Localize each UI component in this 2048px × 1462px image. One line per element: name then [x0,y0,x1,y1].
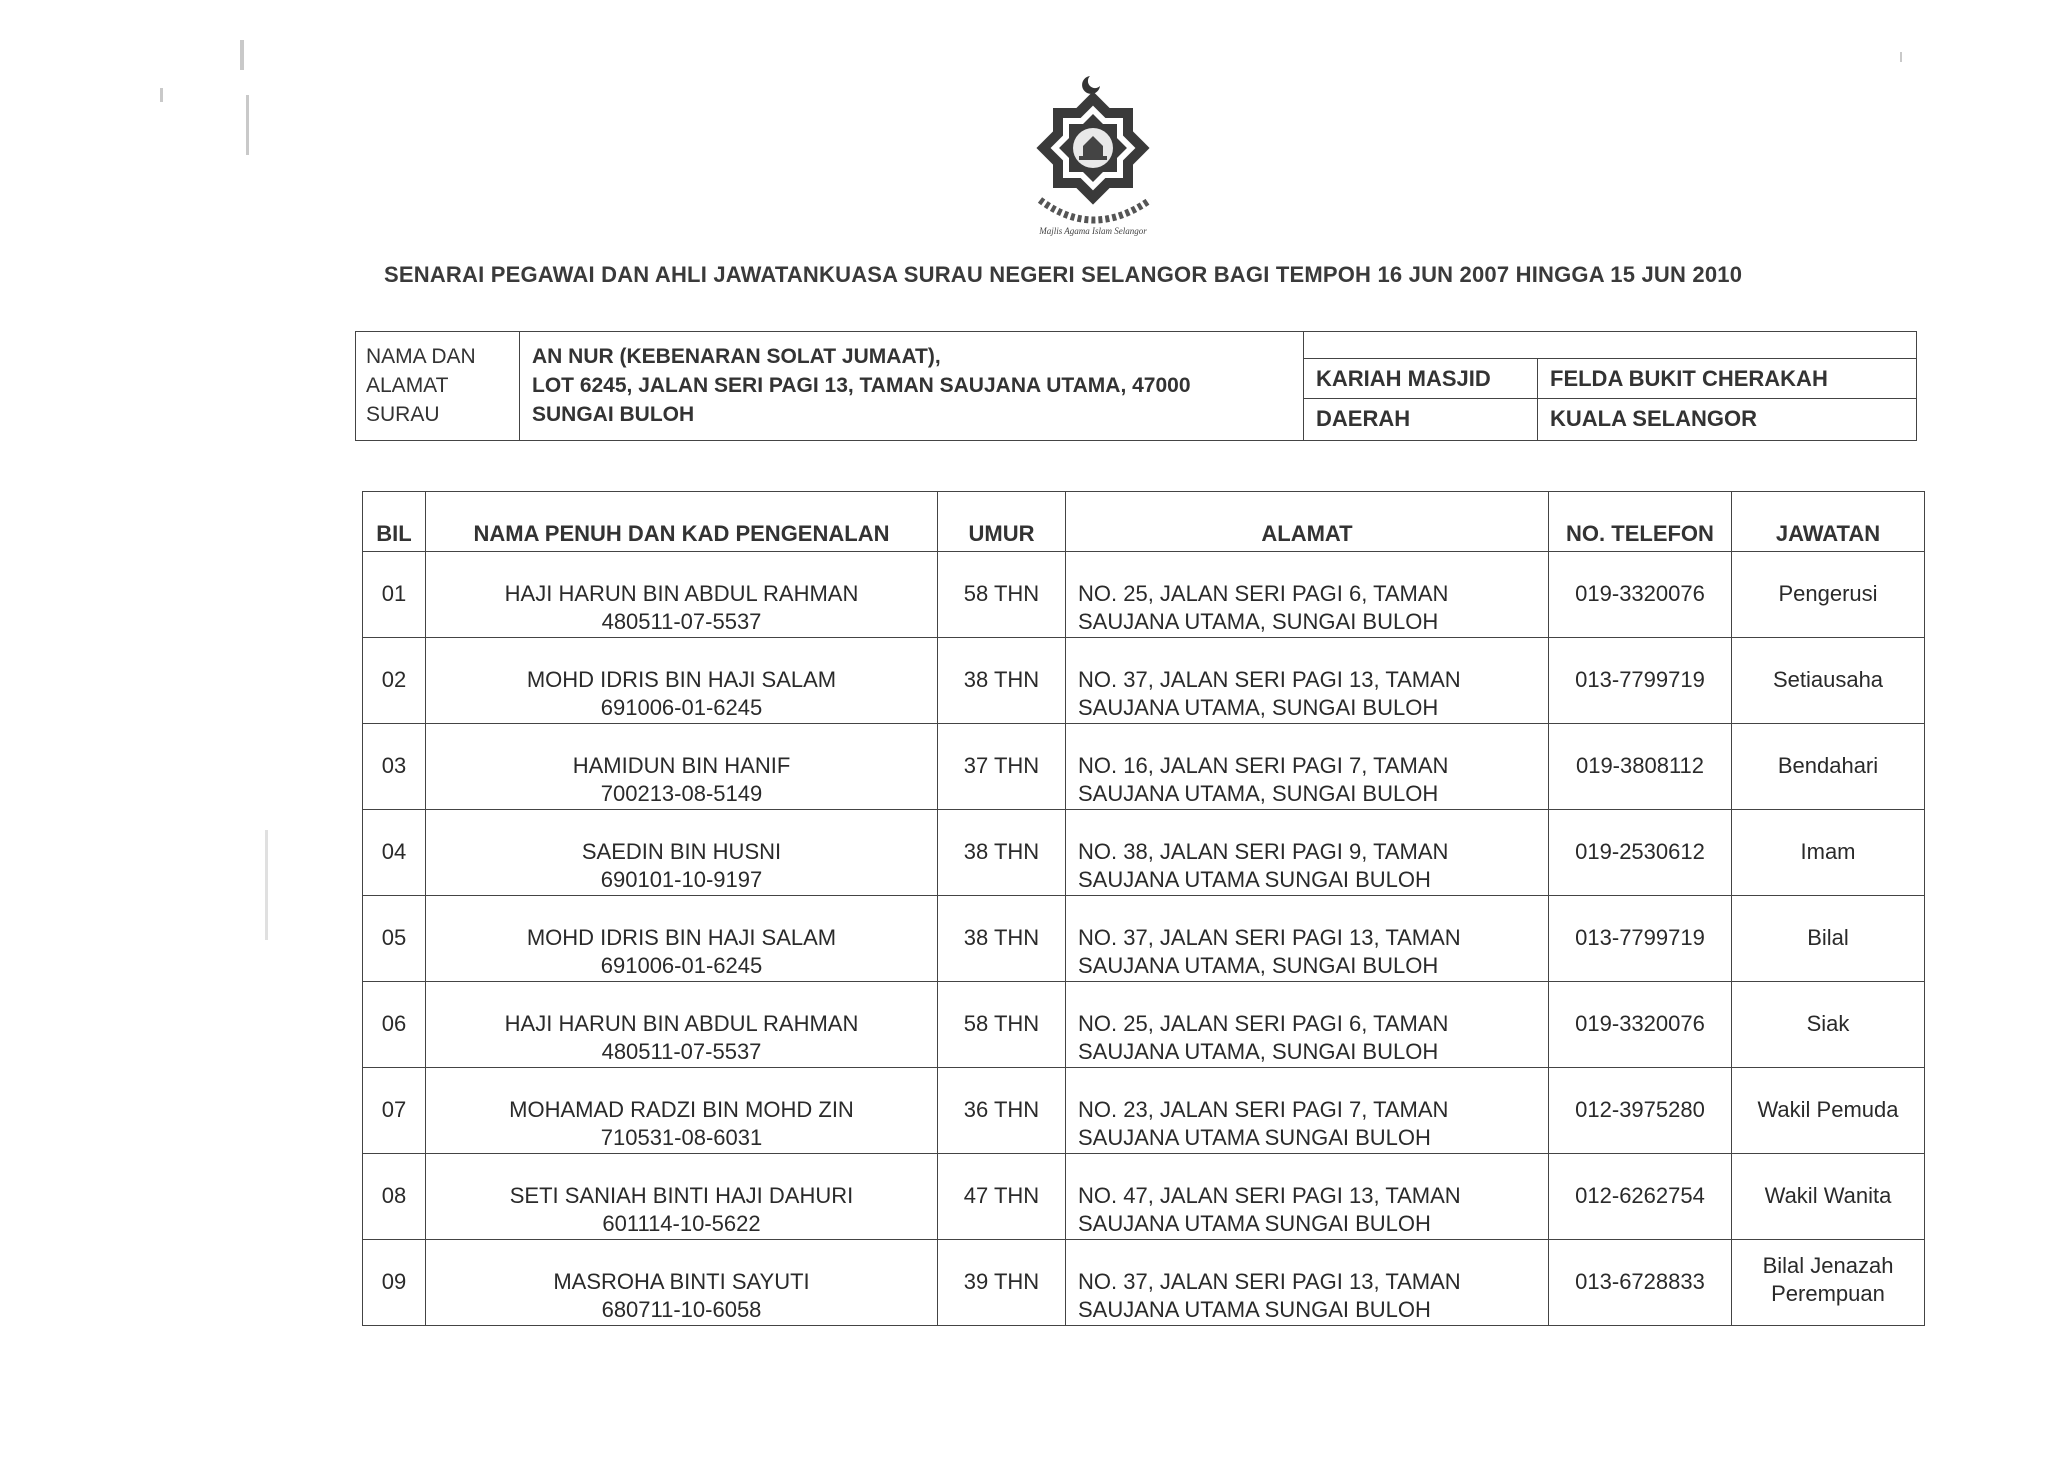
member-ic: 700213-08-5149 [600,781,763,806]
cell-jawatan [1732,982,1925,1068]
table-row [363,896,1925,982]
member-name: HAJI HARUN BIN ABDUL RAHMAN [504,581,859,606]
address-line: NO. 37, JALAN SERI PAGI 13, TAMAN [1078,1269,1461,1294]
cell-telefon: 013-7799719 [1549,638,1732,724]
member-ic: 480511-07-5537 [601,609,762,634]
cell-jawatan [1732,638,1925,724]
daerah-value: KUALA SELANGOR [1550,406,1757,431]
cell-bil: 09 [363,1240,426,1326]
cell-jawatan [1732,1154,1925,1240]
address-line: NO. 16, JALAN SERI PAGI 7, TAMAN [1078,753,1449,778]
cell-telefon: 013-7799719 [1549,896,1732,982]
member-ic: 690101-10-9197 [600,867,763,892]
cell-nama [426,1068,938,1154]
cell-nama [426,896,938,982]
cell-telefon: 012-6262754 [1549,1154,1732,1240]
table-row [363,638,1925,724]
position-title: Pengerusi [1778,581,1878,606]
cell-umur: 38 THN [938,638,1066,724]
position-title: Siak [1806,1011,1850,1036]
table-row [363,982,1925,1068]
address-line: SAUJANA UTAMA SUNGAI BULOH [1078,1297,1431,1322]
cell-nama [426,724,938,810]
position-title: Wakil Pemuda [1757,1097,1899,1122]
cell-jawatan [1732,1068,1925,1154]
member-name: MOHAMAD RADZI BIN MOHD ZIN [509,1097,854,1122]
address-line: NO. 38, JALAN SERI PAGI 9, TAMAN [1078,839,1449,864]
address-line: NO. 23, JALAN SERI PAGI 7, TAMAN [1078,1097,1449,1122]
header-nama: NAMA PENUH DAN KAD PENGENALAN [426,492,938,552]
cell-telefon: 012-3975280 [1549,1068,1732,1154]
address-line: SUNGAI BULOH [532,403,695,426]
surau-info-table [355,331,1917,441]
cell-telefon: 019-2530612 [1549,810,1732,896]
cell-jawatan [1732,552,1925,638]
address-line: SAUJANA UTAMA SUNGAI BULOH [1078,867,1431,892]
address-line: SAUJANA UTAMA, SUNGAI BULOH [1078,695,1439,720]
cell-telefon: 019-3320076 [1549,982,1732,1068]
cell-telefon: 019-3808112 [1549,724,1732,810]
cell-jawatan [1732,724,1925,810]
surau-address [520,332,1304,440]
info-label-line: ALAMAT [366,374,449,397]
table-row [363,1240,1925,1326]
address-line: NO. 37, JALAN SERI PAGI 13, TAMAN [1078,925,1461,950]
document-title: SENARAI PEGAWAI DAN AHLI JAWATANKUASA SURAU NEGERI SELANGOR BAGI TEMPOH 16 JUN 2007 HINGGA 15 JUN 2010 [384,262,1743,287]
cell-umur: 39 THN [938,1240,1066,1326]
scan-artifact [246,95,249,155]
address-line: SAUJANA UTAMA SUNGAI BULOH [1078,1125,1431,1150]
address-line: LOT 6245, JALAN SERI PAGI 13, TAMAN SAUJANA UTAMA, 47000 [532,374,1191,397]
scan-artifact [1900,52,1902,62]
scan-artifact [160,88,163,102]
cell-nama [426,1154,938,1240]
cell-bil: 02 [363,638,426,724]
position-title: Perempuan [1771,1281,1885,1306]
header-umur: UMUR [938,492,1066,552]
member-ic: 691006-01-6245 [600,695,763,720]
table-row [363,810,1925,896]
cell-nama [426,638,938,724]
info-label-line: SURAU [366,403,440,426]
cell-alamat [1066,552,1549,638]
member-ic: 680711-10-6058 [601,1297,762,1322]
cell-bil: 08 [363,1154,426,1240]
member-name: SETI SANIAH BINTI HAJI DAHURI [509,1183,854,1208]
position-title: Bendahari [1777,753,1879,778]
cell-bil: 03 [363,724,426,810]
kariah-label: KARIAH MASJID [1304,359,1538,399]
address-line: SAUJANA UTAMA SUNGAI BULOH [1078,1211,1431,1236]
info-label-line: NAMA DAN [366,345,476,368]
table-row [363,724,1925,810]
cell-telefon: 013-6728833 [1549,1240,1732,1326]
member-name: HAJI HARUN BIN ABDUL RAHMAN [504,1011,859,1036]
cell-alamat [1066,1068,1549,1154]
cell-telefon: 019-3320076 [1549,552,1732,638]
cell-alamat [1066,982,1549,1068]
cell-alamat [1066,810,1549,896]
daerah-label: DAERAH [1304,399,1538,441]
cell-jawatan [1732,810,1925,896]
cell-jawatan [1732,896,1925,982]
member-name: MOHD IDRIS BIN HAJI SALAM [526,925,837,950]
table-row [363,1068,1925,1154]
cell-alamat [1066,638,1549,724]
address-line: NO. 47, JALAN SERI PAGI 13, TAMAN [1078,1183,1461,1208]
member-ic: 710531-08-6031 [600,1125,763,1150]
committee-table [362,491,1925,1326]
kariah-value: FELDA BUKIT CHERAKAH [1538,359,1916,399]
cell-alamat [1066,1154,1549,1240]
member-name: MOHD IDRIS BIN HAJI SALAM [526,667,837,692]
logo-caption: Majlis Agama Islam Selangor [1039,226,1147,236]
address-line: NO. 25, JALAN SERI PAGI 6, TAMAN [1078,1011,1449,1036]
table-row [363,552,1925,638]
table-header-row [363,492,1925,552]
address-line: NO. 25, JALAN SERI PAGI 6, TAMAN [1078,581,1449,606]
member-ic: 601114-10-5622 [602,1211,761,1236]
position-title: Bilal Jenazah [1762,1253,1894,1278]
member-name: SAEDIN BIN HUSNI [581,839,782,864]
kariah-daerah-grid [1304,358,1916,440]
header-alamat: ALAMAT [1066,492,1549,552]
member-ic: 480511-07-5537 [601,1039,762,1064]
header-jawatan: JAWATAN [1732,492,1925,552]
cell-alamat [1066,896,1549,982]
cell-jawatan [1732,1240,1925,1326]
cell-umur: 36 THN [938,1068,1066,1154]
address-line: AN NUR (KEBENARAN SOLAT JUMAAT), [532,345,941,368]
info-label [356,332,520,440]
scan-artifact [240,40,244,70]
scan-artifact [265,830,268,940]
member-ic: 691006-01-6245 [600,953,763,978]
cell-nama [426,552,938,638]
position-title: Bilal [1807,925,1849,950]
cell-umur: 38 THN [938,810,1066,896]
position-title: Setiausaha [1772,667,1884,692]
mais-emblem-icon [1018,70,1168,240]
cell-bil: 01 [363,552,426,638]
cell-umur: 38 THN [938,896,1066,982]
address-line: SAUJANA UTAMA, SUNGAI BULOH [1078,781,1439,806]
header-telefon: NO. TELEFON [1549,492,1732,552]
cell-nama [426,982,938,1068]
address-line: NO. 37, JALAN SERI PAGI 13, TAMAN [1078,667,1461,692]
cell-bil: 06 [363,982,426,1068]
cell-bil: 04 [363,810,426,896]
cell-umur: 47 THN [938,1154,1066,1240]
cell-alamat [1066,1240,1549,1326]
member-name: MASROHA BINTI SAYUTI [553,1269,810,1294]
cell-nama [426,810,938,896]
member-name: HAMIDUN BIN HANIF [572,753,791,778]
address-line: SAUJANA UTAMA, SUNGAI BULOH [1078,609,1439,634]
cell-umur: 58 THN [938,982,1066,1068]
cell-nama [426,1240,938,1326]
cell-umur: 37 THN [938,724,1066,810]
cell-umur: 58 THN [938,552,1066,638]
cell-bil: 07 [363,1068,426,1154]
position-title: Wakil Wanita [1764,1183,1892,1208]
header-bil: BIL [363,492,426,552]
address-line: SAUJANA UTAMA, SUNGAI BULOH [1078,953,1439,978]
table-row [363,1154,1925,1240]
address-line: SAUJANA UTAMA, SUNGAI BULOH [1078,1039,1439,1064]
cell-bil: 05 [363,896,426,982]
cell-alamat [1066,724,1549,810]
position-title: Imam [1800,839,1856,864]
